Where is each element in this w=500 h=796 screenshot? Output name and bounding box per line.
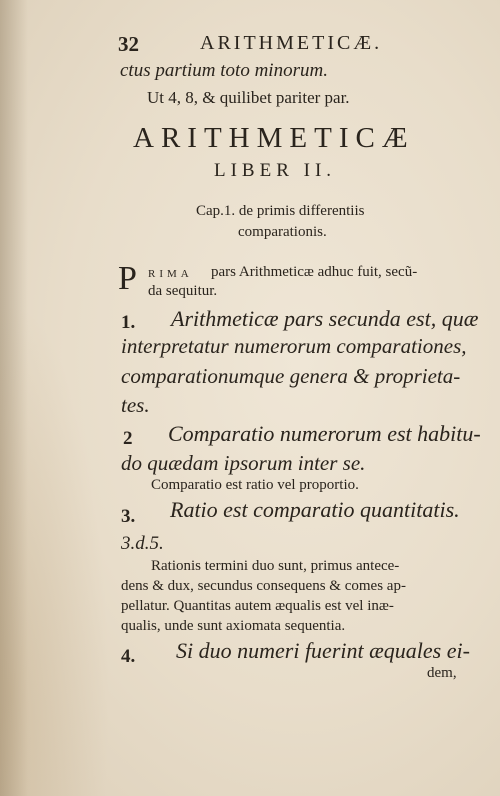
drop-cap: P [118,260,137,297]
section-2-note: Comparatio est ratio vel proportio. [151,477,359,493]
section-number: 4. [121,646,136,667]
book-title: ARITHMETICÆ [133,122,415,154]
page-number: 32 [118,32,139,56]
running-title: ARITHMETICÆ. [200,32,383,54]
carry-over-line-1: ctus partium toto minorum. [120,60,328,81]
section-3-line-1: Ratio est comparatio quantitatis. [170,497,460,522]
book-subtitle: LIBER II. [214,160,337,181]
section-3-note-line-4: qualis, unde sunt axiomata sequentia. [121,618,346,634]
carry-over-line-2: Ut 4, 8, & quilibet pariter par. [147,88,350,107]
section-1-line-4: tes. [121,393,150,417]
chapter-heading-line-2: comparationis. [238,224,327,240]
section-number: 3. [121,506,136,527]
section-number: 2 [123,428,133,449]
section-2-line-1: Comparatio numerorum est habitu- [168,421,481,446]
section-1-line-3: comparationumque genera & proprieta- [121,364,461,388]
section-3-note-line-1: Rationis termini duo sunt, primus antece- [151,558,400,574]
section-number: 1. [121,312,136,333]
catchword: dem, [427,665,457,681]
section-3-reference: 3.d.5. [121,533,164,554]
intro-line-1: pars Arithmeticæ adhuc fuit, secũ- [211,264,418,280]
section-1-line-1: Arithmeticæ pars secunda est, quæ [171,306,479,331]
section-3-note-line-2: dens & dux, secundus consequens & comes ap- [121,578,406,594]
section-2-line-2: do quædam ipsorum inter se. [121,451,366,475]
section-4-line-1: Si duo numeri fuerint æquales ei- [176,638,470,663]
paper-stain [0,300,110,796]
chapter-heading-line-1: Cap.1. de primis differentiis [196,203,365,219]
section-3-note-line-3: pellatur. Quantitas autem æqualis est vel inæ- [121,598,394,614]
intro-small-caps: RIMA [148,268,193,280]
section-1-line-2: interpretatur numerorum comparationes, [121,334,467,358]
intro-line-2: da sequitur. [148,283,218,299]
